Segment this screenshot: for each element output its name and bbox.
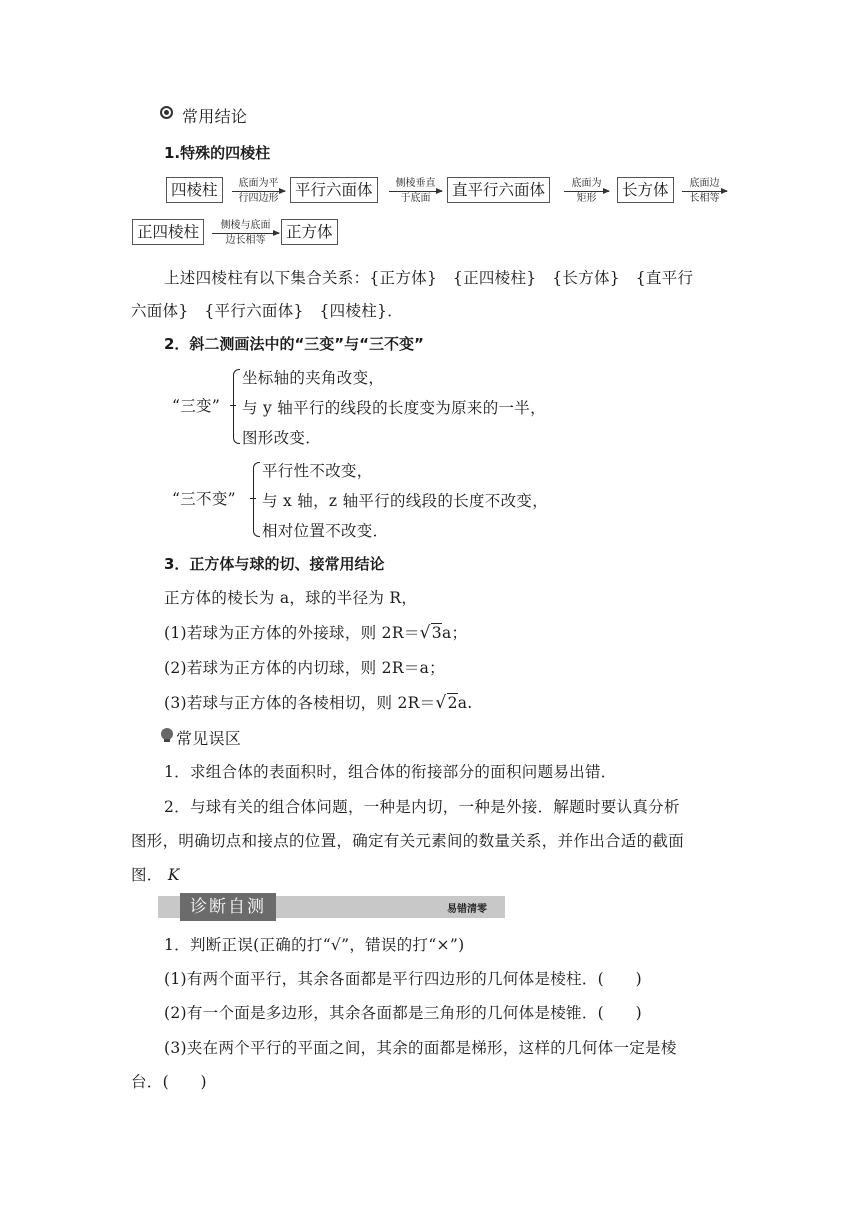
question-1-item-1: (1)有两个面平行，其余各面都是平行四边形的几何体是棱柱．( ) (164, 970, 642, 988)
unchange-item-1: 平行性不改变， (262, 462, 373, 480)
cube-conclusion-1: (1)若球为正方体的外接球，则 2R＝√3a； (164, 623, 468, 643)
misconception-2-line-3: 图． K (131, 866, 180, 884)
cube-intro: 正方体的棱长为 a，球的半径为 R， (164, 589, 418, 607)
arrow-rectangle-base (564, 178, 609, 205)
question-1-item-2: (2)有一个面是多边形，其余各面都是三角形的几何体是棱锥．( ) (164, 1004, 642, 1022)
arrow-label-top: 侧棱与底面 (220, 220, 271, 231)
box-square-prism: 正四棱柱 (132, 219, 204, 245)
brace-three-changes (233, 369, 240, 444)
section-title-misconceptions: 常见误区 (176, 729, 242, 748)
change-item-2: 与 y 轴平行的线段的长度变为原来的一半， (242, 399, 546, 417)
subheading-oblique: 2．斜二测画法中的“三变”与“三不变” (164, 335, 424, 353)
box-cube: 正方体 (281, 219, 338, 245)
box-quadrangular-prism: 四棱柱 (166, 177, 223, 203)
relation-line-2: 六面体} {平行六面体} {四棱柱}． (131, 302, 404, 320)
arrow-label-bottom: 行四边形 (238, 193, 279, 204)
cube-conclusion-2: (2)若球为正方体的内切球，则 2R＝a； (164, 659, 445, 677)
unchange-item-2: 与 x 轴，z 轴平行的线段的长度不改变， (262, 492, 548, 510)
section-title-conclusions: 常用结论 (182, 107, 248, 126)
cube3-post: a. (457, 694, 473, 712)
question-1-item-3-line-2: 台．( ) (131, 1073, 207, 1091)
cube3-pre: (3)若球与正方体的各棱相切，则 2R＝ (164, 694, 436, 712)
misconception-2-line-1: 2．与球有关的组合体问题，一种是内切，一种是外接．解题时要认真分析 (164, 798, 680, 816)
arrow-label-top: 底面为 (571, 178, 602, 189)
arrow-label-top: 侧棱垂直 (395, 178, 436, 189)
arrow-lateral-perpendicular (389, 178, 442, 205)
banner-label: 诊断自测 (180, 893, 276, 921)
box-parallelepiped: 平行六面体 (290, 177, 378, 203)
unchange-item-3: 相对位置不改变． (262, 522, 389, 540)
label-three-unchanges: “三不变” (172, 490, 236, 508)
cube1-radicand: 3 (431, 624, 442, 642)
arrow-label-bottom: 矩形 (576, 193, 597, 204)
arrow-label-bottom: 长相等 (689, 193, 720, 204)
relation-line-1: 上述四棱柱有以下集合关系：{正方体} {正四棱柱} {长方体} {直平行 (164, 269, 694, 287)
arrow-label-top: 底面边 (689, 178, 720, 189)
lightbulb-icon (161, 728, 173, 740)
cube3-radicand: 2 (447, 694, 458, 712)
box-right-parallelepiped: 直平行六面体 (447, 177, 550, 203)
cube1-pre: (1)若球为正方体的外接球，则 2R＝ (164, 624, 420, 642)
misconception-1: 1．求组合体的表面积时，组合体的衔接部分的面积问题易出错． (164, 763, 617, 781)
arrow-label-top: 底面为平 (238, 178, 279, 189)
arrow-equal-base-edges (682, 178, 727, 205)
banner-right-tag: 易错清零 (447, 904, 487, 915)
arrow-label-bottom: 于底面 (400, 193, 431, 204)
subheading-cube-sphere: 3．正方体与球的切、接常用结论 (164, 555, 385, 573)
arrow-label-bottom: 边长相等 (225, 235, 266, 246)
question-1: 1．判断正误(正确的打“√”，错误的打“×”) (164, 936, 465, 954)
change-item-1: 坐标轴的夹角改变， (242, 369, 385, 387)
box-cuboid: 长方体 (617, 177, 674, 203)
brace-three-unchanges (253, 462, 260, 537)
arrow-parallelogram-base (232, 178, 285, 205)
question-1-item-3-line-1: (3)夹在两个平行的平面之间，其余的面都是梯形，这样的几何体一定是棱 (164, 1039, 677, 1057)
cube1-post: a； (441, 624, 468, 642)
cube-conclusion-3: (3)若球与正方体的各棱相切，则 2R＝√2a. (164, 693, 473, 713)
smile-icon (160, 106, 173, 119)
misconception-2-line-2: 图形，明确切点和接点的位置，确定有关元素间的数量关系，并作出合适的截面 (131, 832, 685, 850)
label-three-changes: “三变” (172, 397, 221, 415)
arrow-lateral-equals-base (212, 220, 279, 247)
subheading-special-prisms: 1.特殊的四棱柱 (164, 144, 271, 162)
watermark-k: K (167, 866, 180, 884)
change-item-3: 图形改变． (242, 429, 322, 447)
